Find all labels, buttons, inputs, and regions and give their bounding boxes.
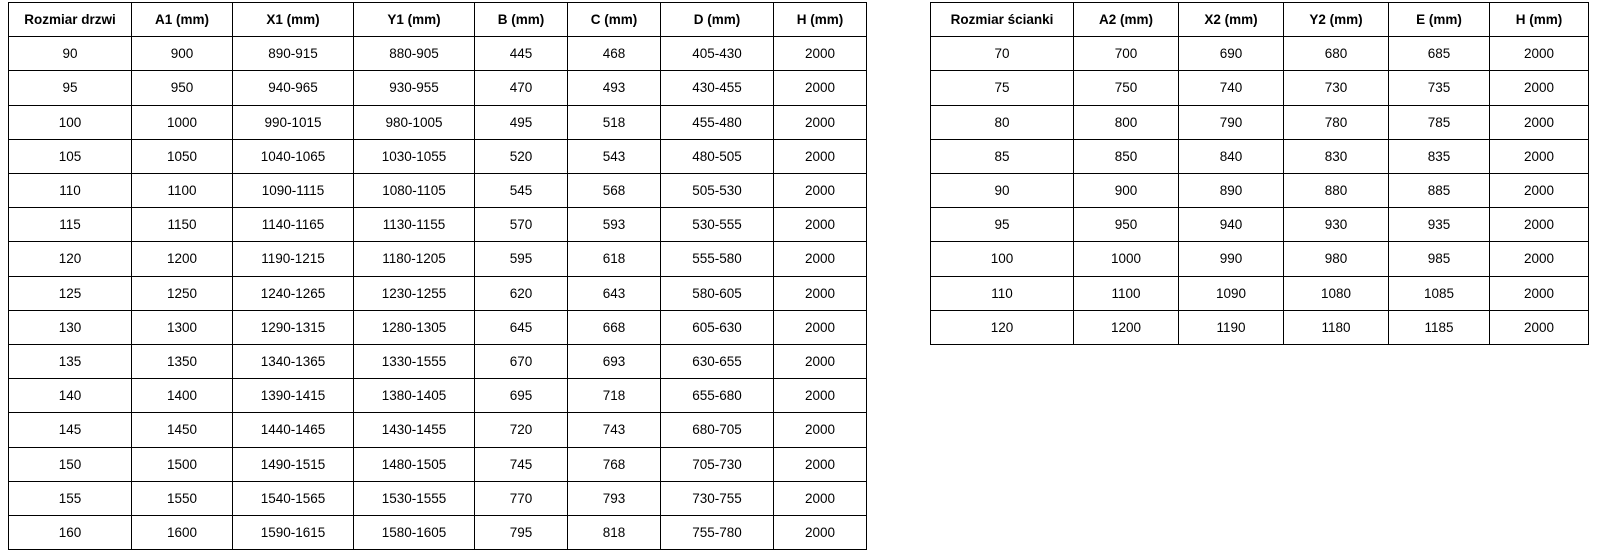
table-cell: 110 bbox=[9, 174, 132, 208]
table-cell: 840 bbox=[1179, 139, 1284, 173]
table-row bbox=[931, 71, 1589, 105]
table-cell: 818 bbox=[568, 516, 661, 550]
table-cell: 695 bbox=[475, 379, 568, 413]
table-cell: 140 bbox=[9, 379, 132, 413]
table-cell: 595 bbox=[475, 242, 568, 276]
table-cell: 1290-1315 bbox=[233, 310, 354, 344]
column-header: X2 (mm) bbox=[1179, 3, 1284, 37]
table-cell: 1350 bbox=[132, 345, 233, 379]
table-cell: 1500 bbox=[132, 447, 233, 481]
table-cell: 468 bbox=[568, 37, 661, 71]
table-row bbox=[931, 105, 1589, 139]
table-cell: 1030-1055 bbox=[354, 139, 475, 173]
table-cell: 700 bbox=[1074, 37, 1179, 71]
table-cell: 570 bbox=[475, 208, 568, 242]
table-cell: 2000 bbox=[1490, 37, 1589, 71]
table-cell: 2000 bbox=[774, 345, 867, 379]
table-row bbox=[931, 276, 1589, 310]
table-cell: 95 bbox=[931, 208, 1074, 242]
table-cell: 70 bbox=[931, 37, 1074, 71]
table-cell: 1200 bbox=[132, 242, 233, 276]
table-cell: 720 bbox=[475, 413, 568, 447]
table-row bbox=[9, 37, 867, 71]
table-cell: 543 bbox=[568, 139, 661, 173]
table-cell: 155 bbox=[9, 481, 132, 515]
table-row bbox=[931, 174, 1589, 208]
table-cell: 100 bbox=[9, 105, 132, 139]
table-cell: 90 bbox=[931, 174, 1074, 208]
table-cell: 1190 bbox=[1179, 310, 1284, 344]
table-cell: 110 bbox=[931, 276, 1074, 310]
table-cell: 795 bbox=[475, 516, 568, 550]
table-cell: 2000 bbox=[774, 174, 867, 208]
table-cell: 1180 bbox=[1284, 310, 1389, 344]
table-cell: 693 bbox=[568, 345, 661, 379]
column-header: H (mm) bbox=[774, 3, 867, 37]
table-cell: 950 bbox=[132, 71, 233, 105]
table-cell: 555-580 bbox=[661, 242, 774, 276]
table-cell: 793 bbox=[568, 481, 661, 515]
table-cell: 685 bbox=[1389, 37, 1490, 71]
table-cell: 1250 bbox=[132, 276, 233, 310]
table-row bbox=[9, 379, 867, 413]
table-cell: 2000 bbox=[774, 105, 867, 139]
table-cell: 985 bbox=[1389, 242, 1490, 276]
table-cell: 2000 bbox=[774, 379, 867, 413]
table-cell: 445 bbox=[475, 37, 568, 71]
table-cell: 80 bbox=[931, 105, 1074, 139]
column-header: C (mm) bbox=[568, 3, 661, 37]
table-cell: 890-915 bbox=[233, 37, 354, 71]
table-cell: 2000 bbox=[1490, 174, 1589, 208]
table-cell: 1080 bbox=[1284, 276, 1389, 310]
table-cell: 655-680 bbox=[661, 379, 774, 413]
table-cell: 2000 bbox=[774, 242, 867, 276]
table-row bbox=[931, 242, 1589, 276]
wall-sizes-table-head bbox=[931, 3, 1589, 37]
table-cell: 670 bbox=[475, 345, 568, 379]
table-cell: 835 bbox=[1389, 139, 1490, 173]
table-cell: 768 bbox=[568, 447, 661, 481]
table-cell: 743 bbox=[568, 413, 661, 447]
column-header: A2 (mm) bbox=[1074, 3, 1179, 37]
table-cell: 940 bbox=[1179, 208, 1284, 242]
table-row bbox=[9, 516, 867, 550]
table-cell: 980-1005 bbox=[354, 105, 475, 139]
table-cell: 680-705 bbox=[661, 413, 774, 447]
table-cell: 2000 bbox=[774, 71, 867, 105]
column-header: D (mm) bbox=[661, 3, 774, 37]
table-cell: 620 bbox=[475, 276, 568, 310]
table-cell: 1100 bbox=[1074, 276, 1179, 310]
table-cell: 115 bbox=[9, 208, 132, 242]
table-cell: 750 bbox=[1074, 71, 1179, 105]
table-row bbox=[9, 413, 867, 447]
table-cell: 790 bbox=[1179, 105, 1284, 139]
table-cell: 518 bbox=[568, 105, 661, 139]
table-header-row bbox=[9, 3, 867, 37]
table-cell: 1280-1305 bbox=[354, 310, 475, 344]
table-cell: 120 bbox=[931, 310, 1074, 344]
table-cell: 800 bbox=[1074, 105, 1179, 139]
table-cell: 730-755 bbox=[661, 481, 774, 515]
table-cell: 2000 bbox=[774, 516, 867, 550]
table-cell: 530-555 bbox=[661, 208, 774, 242]
table-cell: 1540-1565 bbox=[233, 481, 354, 515]
table-cell: 1300 bbox=[132, 310, 233, 344]
table-cell: 1090-1115 bbox=[233, 174, 354, 208]
table-cell: 705-730 bbox=[661, 447, 774, 481]
table-cell: 2000 bbox=[1490, 105, 1589, 139]
table-cell: 495 bbox=[475, 105, 568, 139]
table-cell: 150 bbox=[9, 447, 132, 481]
table-cell: 568 bbox=[568, 174, 661, 208]
table-cell: 830 bbox=[1284, 139, 1389, 173]
table-cell: 1390-1415 bbox=[233, 379, 354, 413]
table-cell: 455-480 bbox=[661, 105, 774, 139]
table-cell: 480-505 bbox=[661, 139, 774, 173]
table-cell: 1440-1465 bbox=[233, 413, 354, 447]
table-cell: 1590-1615 bbox=[233, 516, 354, 550]
table-cell: 1130-1155 bbox=[354, 208, 475, 242]
table-cell: 718 bbox=[568, 379, 661, 413]
table-row bbox=[931, 37, 1589, 71]
table-cell: 1190-1215 bbox=[233, 242, 354, 276]
table-row bbox=[931, 139, 1589, 173]
table-cell: 1090 bbox=[1179, 276, 1284, 310]
table-row bbox=[9, 139, 867, 173]
table-cell: 1050 bbox=[132, 139, 233, 173]
table-row bbox=[931, 208, 1589, 242]
table-row bbox=[9, 174, 867, 208]
wall-sizes-table bbox=[930, 2, 1589, 345]
table-cell: 1400 bbox=[132, 379, 233, 413]
column-header: H (mm) bbox=[1490, 3, 1589, 37]
column-header: Rozmiar drzwi bbox=[9, 3, 132, 37]
table-cell: 100 bbox=[931, 242, 1074, 276]
table-header-row bbox=[931, 3, 1589, 37]
table-cell: 1480-1505 bbox=[354, 447, 475, 481]
table-cell: 630-655 bbox=[661, 345, 774, 379]
table-cell: 680 bbox=[1284, 37, 1389, 71]
table-cell: 1330-1555 bbox=[354, 345, 475, 379]
table-cell: 643 bbox=[568, 276, 661, 310]
table-cell: 520 bbox=[475, 139, 568, 173]
table-cell: 120 bbox=[9, 242, 132, 276]
door-sizes-table bbox=[8, 2, 867, 550]
table-cell: 493 bbox=[568, 71, 661, 105]
table-cell: 2000 bbox=[774, 413, 867, 447]
table-cell: 2000 bbox=[1490, 276, 1589, 310]
table-cell: 1085 bbox=[1389, 276, 1490, 310]
table-cell: 890 bbox=[1179, 174, 1284, 208]
table-cell: 1450 bbox=[132, 413, 233, 447]
table-cell: 1430-1455 bbox=[354, 413, 475, 447]
table-cell: 980 bbox=[1284, 242, 1389, 276]
table-cell: 1000 bbox=[132, 105, 233, 139]
column-header: B (mm) bbox=[475, 3, 568, 37]
table-cell: 90 bbox=[9, 37, 132, 71]
column-header: E (mm) bbox=[1389, 3, 1490, 37]
table-cell: 740 bbox=[1179, 71, 1284, 105]
table-cell: 1200 bbox=[1074, 310, 1179, 344]
table-cell: 730 bbox=[1284, 71, 1389, 105]
table-cell: 1240-1265 bbox=[233, 276, 354, 310]
table-cell: 950 bbox=[1074, 208, 1179, 242]
table-cell: 850 bbox=[1074, 139, 1179, 173]
table-cell: 2000 bbox=[1490, 139, 1589, 173]
table-cell: 1340-1365 bbox=[233, 345, 354, 379]
table-cell: 580-605 bbox=[661, 276, 774, 310]
table-cell: 1100 bbox=[132, 174, 233, 208]
table-cell: 430-455 bbox=[661, 71, 774, 105]
table-cell: 755-780 bbox=[661, 516, 774, 550]
table-cell: 900 bbox=[1074, 174, 1179, 208]
table-cell: 130 bbox=[9, 310, 132, 344]
table-row bbox=[9, 71, 867, 105]
table-cell: 545 bbox=[475, 174, 568, 208]
table-row bbox=[9, 276, 867, 310]
table-cell: 930-955 bbox=[354, 71, 475, 105]
table-cell: 990 bbox=[1179, 242, 1284, 276]
table-cell: 1040-1065 bbox=[233, 139, 354, 173]
table-cell: 593 bbox=[568, 208, 661, 242]
table-cell: 145 bbox=[9, 413, 132, 447]
table-cell: 2000 bbox=[1490, 208, 1589, 242]
column-header: Y1 (mm) bbox=[354, 3, 475, 37]
table-row bbox=[9, 105, 867, 139]
table-cell: 405-430 bbox=[661, 37, 774, 71]
table-cell: 645 bbox=[475, 310, 568, 344]
table-cell: 2000 bbox=[1490, 71, 1589, 105]
table-cell: 935 bbox=[1389, 208, 1490, 242]
door-sizes-table-body bbox=[9, 37, 867, 550]
table-cell: 1530-1555 bbox=[354, 481, 475, 515]
table-row bbox=[9, 310, 867, 344]
table-cell: 1150 bbox=[132, 208, 233, 242]
table-cell: 125 bbox=[9, 276, 132, 310]
table-row bbox=[931, 310, 1589, 344]
table-cell: 930 bbox=[1284, 208, 1389, 242]
table-row bbox=[9, 242, 867, 276]
table-cell: 75 bbox=[931, 71, 1074, 105]
table-cell: 605-630 bbox=[661, 310, 774, 344]
table-cell: 1380-1405 bbox=[354, 379, 475, 413]
table-cell: 1180-1205 bbox=[354, 242, 475, 276]
table-cell: 770 bbox=[475, 481, 568, 515]
table-cell: 2000 bbox=[774, 481, 867, 515]
table-cell: 1080-1105 bbox=[354, 174, 475, 208]
table-cell: 135 bbox=[9, 345, 132, 379]
table-cell: 1000 bbox=[1074, 242, 1179, 276]
table-cell: 1490-1515 bbox=[233, 447, 354, 481]
table-cell: 85 bbox=[931, 139, 1074, 173]
table-row bbox=[9, 447, 867, 481]
door-sizes-table-head bbox=[9, 3, 867, 37]
table-row bbox=[9, 345, 867, 379]
table-cell: 1550 bbox=[132, 481, 233, 515]
table-cell: 780 bbox=[1284, 105, 1389, 139]
table-cell: 105 bbox=[9, 139, 132, 173]
table-cell: 2000 bbox=[774, 139, 867, 173]
table-cell: 1230-1255 bbox=[354, 276, 475, 310]
table-cell: 618 bbox=[568, 242, 661, 276]
table-cell: 880-905 bbox=[354, 37, 475, 71]
table-cell: 735 bbox=[1389, 71, 1490, 105]
table-cell: 880 bbox=[1284, 174, 1389, 208]
table-cell: 2000 bbox=[774, 208, 867, 242]
column-header: A1 (mm) bbox=[132, 3, 233, 37]
table-cell: 940-965 bbox=[233, 71, 354, 105]
table-cell: 1185 bbox=[1389, 310, 1490, 344]
table-cell: 990-1015 bbox=[233, 105, 354, 139]
table-cell: 2000 bbox=[774, 447, 867, 481]
table-cell: 1580-1605 bbox=[354, 516, 475, 550]
table-row bbox=[9, 208, 867, 242]
wall-sizes-table-body bbox=[931, 37, 1589, 345]
table-cell: 1140-1165 bbox=[233, 208, 354, 242]
table-cell: 2000 bbox=[1490, 310, 1589, 344]
table-cell: 505-530 bbox=[661, 174, 774, 208]
table-cell: 745 bbox=[475, 447, 568, 481]
table-cell: 2000 bbox=[1490, 242, 1589, 276]
table-cell: 690 bbox=[1179, 37, 1284, 71]
table-cell: 2000 bbox=[774, 276, 867, 310]
table-cell: 785 bbox=[1389, 105, 1490, 139]
table-cell: 160 bbox=[9, 516, 132, 550]
table-cell: 668 bbox=[568, 310, 661, 344]
table-cell: 95 bbox=[9, 71, 132, 105]
column-header: Rozmiar ścianki bbox=[931, 3, 1074, 37]
table-row bbox=[9, 481, 867, 515]
column-header: Y2 (mm) bbox=[1284, 3, 1389, 37]
table-cell: 1600 bbox=[132, 516, 233, 550]
column-header: X1 (mm) bbox=[233, 3, 354, 37]
table-cell: 885 bbox=[1389, 174, 1490, 208]
table-cell: 470 bbox=[475, 71, 568, 105]
table-cell: 2000 bbox=[774, 37, 867, 71]
table-cell: 900 bbox=[132, 37, 233, 71]
table-cell: 2000 bbox=[774, 310, 867, 344]
